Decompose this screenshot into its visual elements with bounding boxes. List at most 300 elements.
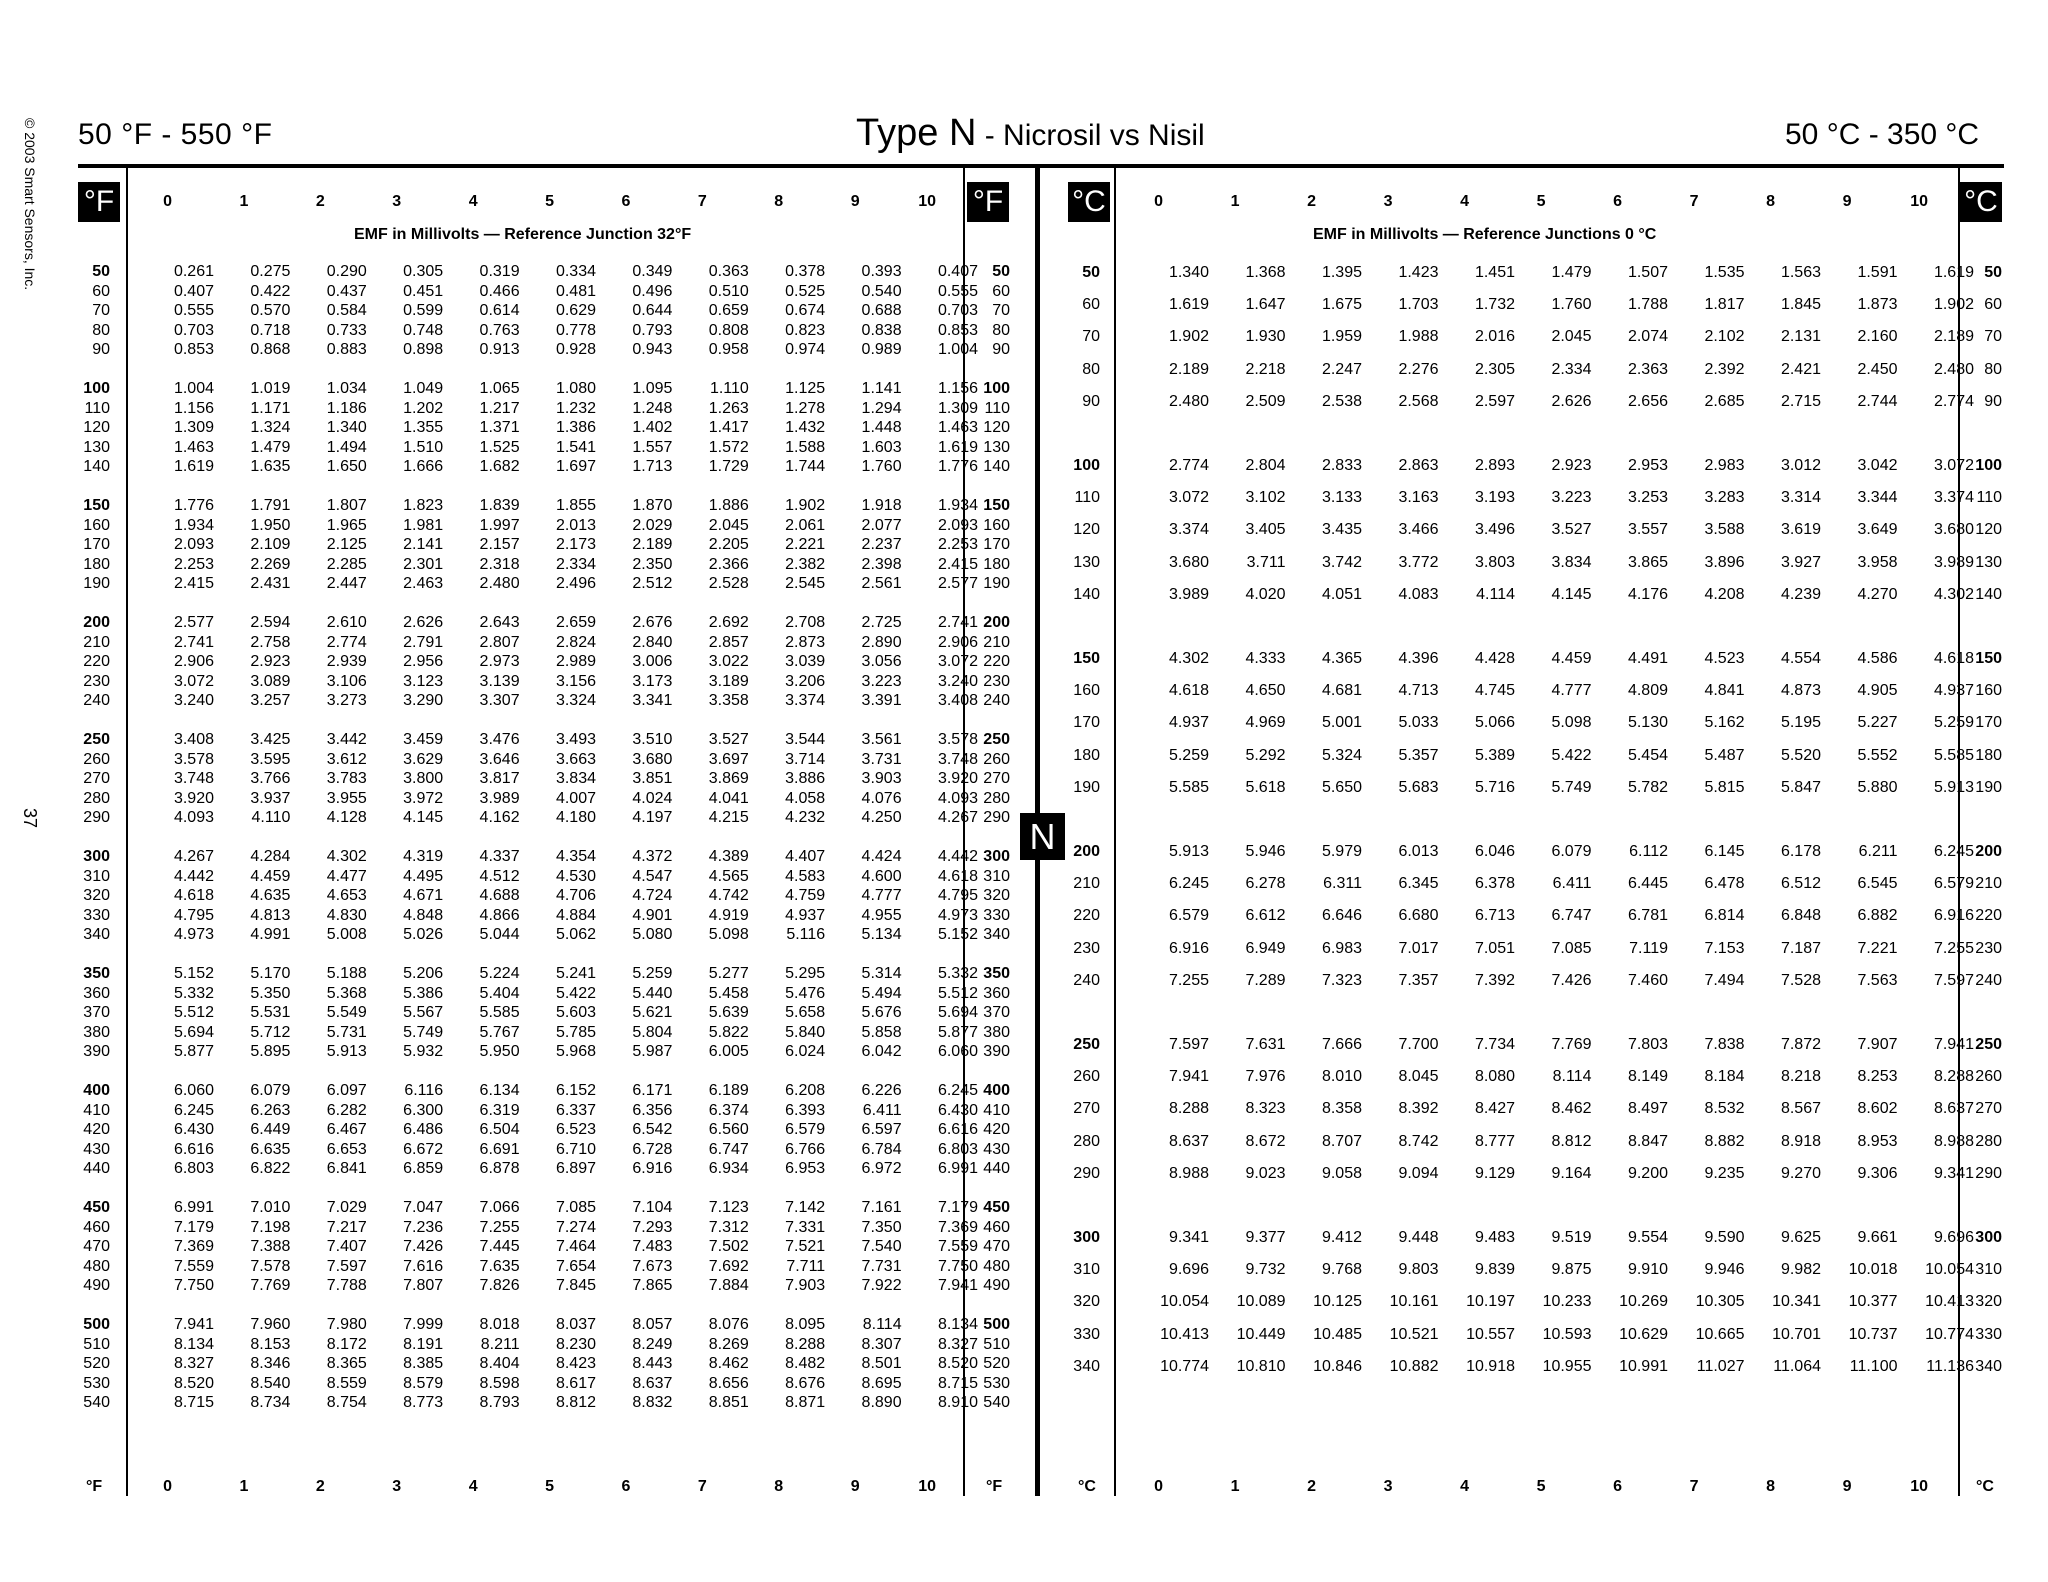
emf-cell: 7.407 (326, 1238, 367, 1256)
emf-cell: 5.694 (173, 1023, 214, 1041)
emf-cell: 1.494 (326, 438, 367, 456)
emf-cell: 8.010 (1321, 1068, 1362, 1086)
emf-cell: 6.319 (479, 1101, 520, 1119)
emf-cell: 5.152 (173, 965, 214, 982)
emf-cell: 7.029 (326, 1199, 367, 1216)
emf-cell: 6.278 (1245, 875, 1286, 893)
emf-cell: 7.502 (708, 1238, 749, 1256)
emf-cell: 5.116 (786, 926, 826, 944)
emf-cell: 3.391 (861, 692, 902, 710)
emf-cell: 1.760 (861, 458, 902, 476)
emf-cell: 4.618 (1933, 650, 1974, 667)
row-label-left: 360 (83, 984, 110, 1002)
emf-cell: 5.206 (403, 965, 444, 982)
row-label-right: 240 (1975, 971, 2002, 989)
celsius-column-header: 7 (1689, 193, 1699, 210)
emf-cell: 5.368 (326, 984, 367, 1002)
emf-cell: 2.857 (708, 633, 749, 651)
page-title (856, 112, 1205, 155)
emf-cell: 4.830 (326, 906, 367, 924)
emf-cell: 4.759 (785, 887, 826, 905)
emf-cell: 4.284 (250, 848, 291, 865)
emf-cell: 4.058 (785, 789, 826, 807)
emf-cell: 0.290 (326, 263, 367, 280)
emf-cell: 2.758 (250, 633, 291, 651)
row-label-right: 50 (992, 263, 1010, 280)
emf-cell: 0.629 (555, 302, 596, 320)
row-label-right: 270 (983, 770, 1010, 788)
emf-cell: 4.873 (1780, 682, 1821, 700)
row-label-right: 110 (984, 399, 1010, 417)
emf-cell: 7.872 (1780, 1036, 1821, 1053)
emf-cell: 4.333 (1245, 650, 1286, 667)
emf-cell: 6.467 (326, 1121, 367, 1139)
emf-cell: 1.004 (173, 380, 214, 397)
row-label-right: 260 (983, 750, 1010, 768)
emf-cell: 2.480 (1168, 392, 1209, 410)
emf-cell: 2.744 (1857, 392, 1898, 410)
emf-cell: 3.223 (1551, 489, 1592, 507)
emf-cell: 6.145 (1704, 843, 1745, 860)
row-label-left: 250 (83, 731, 110, 748)
emf-cell: 4.742 (708, 887, 749, 905)
emf-cell: 8.715 (937, 1374, 978, 1392)
emf-cell: 3.240 (173, 692, 214, 710)
row-label-left: 320 (83, 887, 110, 905)
row-label-right: 150 (1975, 650, 2002, 667)
fahrenheit-column-footer: 4 (468, 1478, 478, 1495)
emf-cell: 3.341 (632, 692, 673, 710)
emf-cell: 3.748 (173, 770, 214, 788)
fahrenheit-column-header: 5 (545, 193, 554, 210)
emf-cell: 2.538 (1321, 392, 1362, 410)
title-rule (78, 164, 2004, 168)
emf-cell: 3.193 (1474, 489, 1515, 507)
row-label-right: 340 (1975, 1357, 2002, 1375)
emf-cell: 5.066 (1474, 714, 1515, 732)
emf-cell: 4.681 (1321, 682, 1362, 700)
emf-cell: 4.442 (173, 867, 214, 885)
emf-cell: 0.393 (861, 263, 902, 280)
row-label-right: 290 (1975, 1164, 2002, 1182)
emf-cell: 7.654 (555, 1257, 596, 1275)
emf-cell: 8.134 (173, 1335, 214, 1353)
emf-cell: 8.249 (632, 1335, 673, 1353)
emf-cell: 10.774 (1925, 1325, 1974, 1343)
emf-cell: 0.838 (861, 321, 902, 339)
emf-cell: 1.186 (326, 399, 367, 417)
row-label-left: 210 (83, 633, 110, 651)
row-label-left: 300 (1073, 1229, 1100, 1246)
emf-cell: 6.953 (785, 1160, 826, 1178)
emf-cell: 0.407 (173, 282, 214, 300)
emf-cell: 7.803 (1627, 1036, 1668, 1053)
row-label-left: 540 (83, 1394, 110, 1412)
emf-cell: 3.307 (479, 692, 520, 710)
emf-cell: 1.959 (1321, 328, 1362, 346)
row-label-left: 130 (83, 438, 110, 456)
emf-cell: 4.991 (250, 926, 291, 944)
emf-cell: 3.139 (479, 672, 520, 690)
emf-cell: 1.760 (1551, 296, 1592, 314)
emf-cell: 9.875 (1551, 1261, 1592, 1279)
row-label-left: 150 (83, 497, 110, 514)
row-label-right: 390 (983, 1043, 1010, 1061)
emf-cell: 8.672 (1245, 1132, 1286, 1150)
row-label-right: 140 (1975, 585, 2002, 603)
row-label-left: 370 (83, 1004, 110, 1022)
emf-cell: 0.584 (326, 302, 367, 320)
emf-cell: 4.955 (861, 906, 902, 924)
emf-cell: 2.480 (479, 575, 520, 593)
emf-cell: 1.463 (937, 419, 978, 437)
celsius-column-footer: 5 (1536, 1478, 1546, 1495)
row-label-left: 120 (83, 419, 110, 437)
emf-cell: 2.247 (1321, 360, 1362, 378)
emf-cell: 9.058 (1321, 1164, 1362, 1182)
emf-cell: 1.713 (632, 458, 673, 476)
emf-cell: 6.653 (326, 1140, 367, 1158)
emf-cell: 1.432 (785, 419, 826, 437)
emf-cell: 4.919 (708, 906, 749, 924)
emf-cell: 0.525 (785, 282, 826, 300)
emf-cell: 0.898 (403, 341, 444, 359)
row-label-right: 210 (1975, 875, 2002, 893)
emf-cell: 7.274 (555, 1218, 596, 1236)
row-label-left: 60 (1082, 296, 1100, 314)
emf-cell: 6.512 (1780, 875, 1821, 893)
row-label-right: 150 (983, 497, 1010, 514)
row-label-right: 180 (1975, 746, 2002, 764)
emf-cell: 3.039 (785, 653, 826, 671)
emf-cell: 0.883 (326, 341, 367, 359)
emf-cell: 6.263 (250, 1101, 291, 1119)
emf-cell: 5.332 (173, 984, 214, 1002)
emf-cell: 2.973 (479, 653, 520, 671)
emf-cell: 4.024 (632, 789, 673, 807)
emf-cell: 1.340 (326, 419, 367, 437)
emf-cell: 8.095 (785, 1316, 826, 1333)
emf-cell: 3.072 (937, 653, 978, 671)
emf-cell: 8.462 (1551, 1100, 1592, 1118)
emf-cell: 1.988 (1398, 328, 1439, 346)
emf-cell: 4.583 (785, 867, 826, 885)
emf-cell: 0.378 (785, 263, 826, 280)
emf-cell: 6.116 (404, 1082, 444, 1099)
emf-cell: 3.459 (403, 731, 444, 748)
emf-cell: 6.486 (403, 1121, 444, 1139)
row-label-right: 450 (983, 1199, 1010, 1216)
emf-cell: 2.392 (1704, 360, 1745, 378)
emf-cell: 10.089 (1236, 1293, 1286, 1311)
emf-cell: 5.585 (1933, 746, 1974, 764)
emf-cell: 7.017 (1398, 939, 1439, 957)
emf-cell: 1.371 (479, 419, 520, 437)
emf-cell: 4.745 (1474, 682, 1515, 700)
row-label-left: 270 (1073, 1100, 1100, 1118)
emf-cell: 5.162 (1704, 714, 1745, 732)
emf-cell: 2.421 (1780, 360, 1821, 378)
emf-cell: 3.920 (173, 789, 214, 807)
emf-cell: 3.056 (861, 653, 902, 671)
emf-cell: 7.666 (1321, 1036, 1362, 1053)
emf-cell: 3.896 (1704, 553, 1745, 571)
emf-cell: 1.368 (1245, 264, 1286, 281)
emf-cell: 0.363 (708, 263, 749, 280)
emf-cell: 5.224 (479, 965, 520, 982)
emf-cell: 3.012 (1780, 457, 1821, 474)
emf-cell: 4.653 (326, 887, 367, 905)
row-label-left: 260 (1073, 1068, 1100, 1086)
emf-cell: 3.619 (1780, 521, 1821, 539)
emf-cell: 1.635 (250, 458, 291, 476)
row-label-left: 210 (1073, 875, 1100, 893)
emf-cell: 6.097 (326, 1082, 367, 1099)
emf-cell: 9.910 (1627, 1261, 1668, 1279)
emf-cell: 10.449 (1236, 1325, 1286, 1343)
emf-cell: 3.374 (1168, 521, 1209, 539)
emf-cell: 7.700 (1398, 1036, 1439, 1053)
emf-cell: 3.206 (785, 672, 826, 690)
emf-cell: 5.822 (708, 1023, 749, 1041)
celsius-column-footer: 4 (1460, 1478, 1469, 1495)
celsius-footer-unit-right: °C (1976, 1478, 1994, 1495)
emf-cell: 7.692 (708, 1257, 749, 1275)
row-label-right: 140 (983, 458, 1010, 476)
emf-cell: 5.749 (1551, 778, 1592, 796)
emf-cell: 5.044 (479, 926, 520, 944)
emf-cell: 3.223 (861, 672, 902, 690)
emf-cell: 4.267 (173, 848, 214, 865)
row-label-right: 110 (1976, 489, 2002, 507)
emf-cell: 2.363 (1627, 360, 1668, 378)
emf-cell: 0.763 (479, 321, 520, 339)
celsius-column-header: 3 (1383, 193, 1393, 210)
emf-cell: 1.776 (937, 458, 978, 476)
emf-cell: 7.563 (1857, 971, 1898, 989)
fahrenheit-column-footer: 0 (163, 1478, 172, 1495)
emf-cell: 3.408 (937, 692, 978, 710)
row-label-left: 60 (92, 282, 110, 300)
emf-cell: 1.965 (326, 516, 367, 534)
emf-cell: 6.803 (173, 1160, 214, 1178)
emf-cell: 1.463 (173, 438, 214, 456)
emf-cell: 7.217 (326, 1218, 367, 1236)
emf-cell: 6.171 (632, 1082, 673, 1099)
emf-cell: 5.618 (1245, 778, 1286, 796)
emf-cell: 0.275 (250, 263, 291, 280)
emf-cell: 10.485 (1313, 1325, 1362, 1343)
row-label-left: 410 (83, 1101, 110, 1119)
emf-cell: 7.236 (403, 1218, 444, 1236)
emf-cell: 2.597 (1474, 392, 1515, 410)
emf-cell: 3.006 (632, 653, 673, 671)
row-label-left: 280 (83, 789, 110, 807)
row-label-right: 430 (983, 1140, 1010, 1158)
row-label-right: 260 (1975, 1068, 2002, 1086)
emf-cell: 5.062 (555, 926, 596, 944)
emf-cell: 2.496 (555, 575, 596, 593)
celsius-column-header: 9 (1842, 193, 1852, 210)
emf-cell: 2.685 (1704, 392, 1745, 410)
emf-cell: 3.435 (1321, 521, 1362, 539)
emf-cell: 1.171 (250, 399, 291, 417)
celsius-column-header: 0 (1154, 193, 1163, 210)
fahrenheit-footer-unit-right: °F (986, 1478, 1003, 1495)
emf-cell: 1.402 (632, 419, 673, 437)
emf-cell: 5.195 (1780, 714, 1821, 732)
emf-cell: 2.061 (785, 516, 826, 534)
emf-cell: 6.542 (632, 1121, 673, 1139)
emf-cell: 6.523 (555, 1121, 596, 1139)
row-label-right: 360 (983, 984, 1010, 1002)
row-label-right: 520 (983, 1355, 1010, 1373)
emf-cell: 1.930 (1245, 328, 1286, 346)
celsius-column-footer: 9 (1842, 1478, 1852, 1495)
emf-cell: 5.098 (1551, 714, 1592, 732)
emf-cell: 6.211 (1858, 843, 1898, 860)
emf-cell: 5.386 (403, 984, 444, 1002)
emf-cell: 1.791 (250, 497, 291, 514)
emf-cell: 9.483 (1474, 1229, 1515, 1246)
emf-cell: 10.846 (1313, 1357, 1362, 1375)
row-label-right: 230 (1975, 939, 2002, 957)
emf-cell: 3.680 (632, 750, 673, 768)
emf-cell: 7.960 (250, 1316, 291, 1333)
row-label-right: 190 (1975, 778, 2002, 796)
emf-cell: 2.833 (1321, 457, 1362, 474)
emf-cell: 4.547 (632, 867, 673, 885)
row-label-left: 50 (1082, 264, 1100, 281)
emf-cell: 5.033 (1398, 714, 1439, 732)
row-label-right: 330 (1975, 1325, 2002, 1343)
emf-cell: 5.357 (1398, 746, 1439, 764)
emf-cell: 7.616 (403, 1257, 444, 1275)
emf-cell: 2.334 (1551, 360, 1592, 378)
emf-cell: 7.255 (1933, 939, 1974, 957)
emf-cell: 6.282 (326, 1101, 367, 1119)
emf-cell: 4.777 (1551, 682, 1592, 700)
title-fahrenheit-range: 50 °F - 550 °F (78, 118, 273, 151)
emf-cell: 6.245 (1168, 875, 1209, 893)
fahrenheit-column-header: 1 (239, 193, 249, 210)
emf-cell: 7.161 (861, 1199, 902, 1216)
row-label-right: 460 (983, 1218, 1010, 1236)
emf-cell: 3.680 (1168, 553, 1209, 571)
row-label-right: 320 (1975, 1293, 2002, 1311)
emf-cell: 7.884 (708, 1277, 749, 1295)
row-label-left: 460 (83, 1218, 110, 1236)
emf-cell: 5.987 (632, 1043, 673, 1061)
row-label-right: 50 (1984, 264, 2002, 281)
emf-cell: 6.579 (1933, 875, 1974, 893)
emf-cell: 4.635 (250, 887, 291, 905)
row-label-left: 80 (1082, 360, 1100, 378)
emf-cell: 8.423 (555, 1355, 596, 1373)
emf-cell: 5.858 (861, 1023, 902, 1041)
row-label-left: 530 (83, 1374, 110, 1392)
emf-cell: 3.766 (250, 770, 291, 788)
emf-cell: 8.323 (1245, 1100, 1286, 1118)
emf-cell: 0.659 (708, 302, 749, 320)
emf-cell: 3.106 (326, 672, 367, 690)
emf-cell: 8.327 (937, 1335, 978, 1353)
emf-cell: 4.365 (1321, 650, 1362, 667)
emf-cell: 1.845 (1780, 296, 1821, 314)
emf-cell: 2.253 (173, 555, 214, 573)
emf-cell: 4.337 (479, 848, 520, 865)
emf-cell: 4.671 (403, 887, 444, 905)
emf-cell: 1.729 (708, 458, 749, 476)
emf-cell: 1.510 (403, 438, 444, 456)
row-label-left: 130 (1073, 553, 1100, 571)
emf-cell: 5.716 (1474, 778, 1515, 796)
emf-cell: 8.695 (861, 1374, 902, 1392)
emf-cell: 8.443 (632, 1355, 673, 1373)
emf-cell: 1.788 (1627, 296, 1668, 314)
emf-cell: 2.237 (861, 536, 902, 554)
fahrenheit-column-header: 4 (468, 193, 478, 210)
emf-cell: 5.001 (1321, 714, 1362, 732)
emf-cell: 0.913 (479, 341, 520, 359)
emf-cell: 5.804 (632, 1023, 673, 1041)
emf-cell: 2.840 (632, 633, 673, 651)
emf-cell: 7.289 (1245, 971, 1286, 989)
emf-cell: 7.010 (250, 1199, 291, 1216)
emf-cell: 1.918 (861, 497, 902, 514)
emf-cell: 5.946 (1245, 843, 1286, 860)
celsius-unit-badge-right: °C (1960, 182, 2002, 222)
emf-cell: 0.778 (555, 321, 596, 339)
emf-cell: 2.577 (173, 614, 214, 631)
row-label-right: 80 (992, 321, 1010, 339)
emf-cell: 10.018 (1848, 1261, 1898, 1279)
emf-cell: 3.783 (326, 770, 367, 788)
emf-cell: 3.958 (1857, 553, 1898, 571)
emf-cell: 1.248 (632, 399, 673, 417)
emf-cell: 3.408 (173, 731, 214, 748)
emf-cell: 3.042 (1857, 457, 1898, 474)
emf-cell: 7.426 (403, 1238, 444, 1256)
row-label-right: 170 (983, 536, 1010, 554)
emf-cell: 8.953 (1857, 1132, 1898, 1150)
emf-cell: 6.079 (1551, 843, 1592, 860)
emf-cell: 5.552 (1857, 746, 1898, 764)
emf-cell: 7.331 (785, 1218, 826, 1236)
emf-cell: 1.448 (861, 419, 902, 437)
emf-cell: 2.561 (861, 575, 902, 593)
emf-cell: 9.023 (1245, 1164, 1286, 1182)
emf-cell: 4.905 (1857, 682, 1898, 700)
emf-cell: 4.688 (479, 887, 520, 905)
emf-cell: 6.991 (937, 1160, 978, 1178)
row-label-left: 140 (1073, 585, 1100, 603)
row-label-left: 390 (83, 1043, 110, 1061)
row-label-left: 310 (83, 867, 110, 885)
emf-cell: 1.807 (326, 497, 367, 514)
emf-cell: 7.521 (785, 1238, 826, 1256)
row-label-left: 290 (83, 809, 110, 827)
emf-cell: 6.300 (403, 1101, 444, 1119)
emf-cell: 1.541 (555, 438, 596, 456)
row-label-left: 270 (83, 770, 110, 788)
emf-cell: 1.095 (632, 380, 673, 397)
emf-cell: 1.675 (1321, 296, 1362, 314)
emf-cell: 2.804 (1245, 457, 1286, 474)
emf-cell: 7.494 (1704, 971, 1745, 989)
emf-cell: 1.557 (632, 438, 673, 456)
row-label-left: 80 (92, 321, 110, 339)
